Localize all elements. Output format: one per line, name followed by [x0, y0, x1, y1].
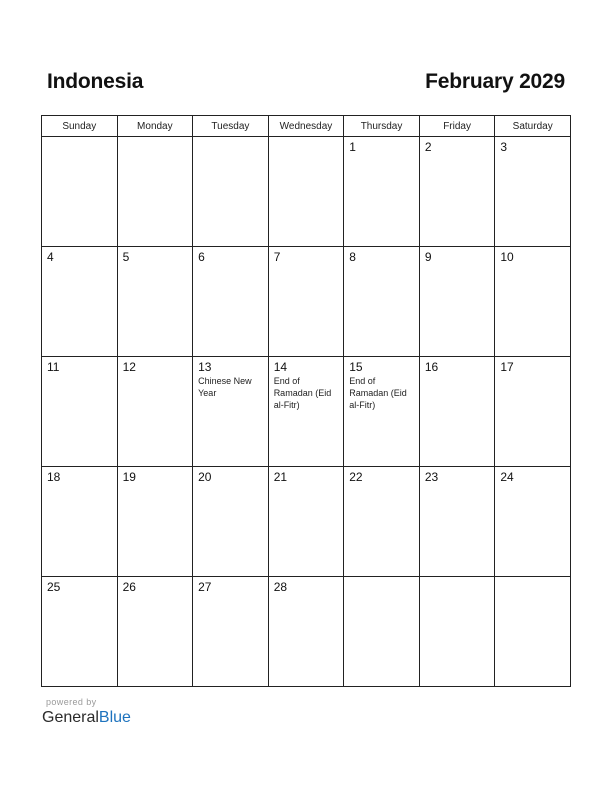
- day-cell: [42, 467, 118, 577]
- weekday-saturday: Saturday: [495, 116, 571, 137]
- generalblue-logo[interactable]: [42, 709, 131, 727]
- day-number: 26: [122, 580, 136, 594]
- day-cell: [344, 137, 420, 247]
- calendar-grid: [41, 115, 571, 687]
- day-number: 3: [500, 140, 508, 154]
- weekday-thursday: Thursday: [344, 116, 420, 137]
- holiday-label: End of Ramadan (Eid al-Fitr): [273, 376, 332, 410]
- day-number: 28: [273, 580, 288, 594]
- weekday-monday: Monday: [117, 116, 193, 137]
- day-cell: [495, 137, 571, 247]
- day-number: 23: [424, 470, 439, 484]
- day-number: 15: [349, 360, 363, 374]
- day-number: 25: [47, 580, 61, 594]
- weekday-wednesday: Wednesday: [268, 116, 344, 137]
- day-number: 20: [198, 470, 212, 484]
- day-number: 7: [273, 250, 281, 264]
- day-number: 8: [349, 250, 356, 264]
- day-number: 22: [349, 470, 363, 484]
- empty-day-cell: [495, 577, 571, 687]
- weekday-friday: Friday: [419, 116, 495, 137]
- day-number: 12: [122, 360, 136, 374]
- empty-day-cell: [268, 137, 344, 247]
- holiday-list: [274, 375, 340, 411]
- day-number: 18: [47, 470, 61, 484]
- day-cell: [42, 247, 118, 357]
- day-cell: [193, 467, 269, 577]
- day-cell: [344, 357, 420, 467]
- day-cell: [495, 467, 571, 577]
- day-cell: [268, 247, 344, 357]
- day-number: 10: [500, 250, 514, 264]
- day-cell: [268, 577, 344, 687]
- day-cell: [193, 357, 269, 467]
- empty-day-cell: [193, 137, 269, 247]
- week-row: [42, 467, 571, 577]
- day-number: 16: [424, 360, 439, 374]
- day-cell: [419, 137, 495, 247]
- week-row: [42, 247, 571, 357]
- day-number: 13: [198, 360, 212, 374]
- day-cell: [495, 247, 571, 357]
- day-cell: [42, 577, 118, 687]
- weekday-tuesday: Tuesday: [193, 116, 269, 137]
- week-row: [42, 137, 571, 247]
- day-cell: [495, 357, 571, 467]
- day-number: 19: [122, 470, 136, 484]
- day-cell: [117, 467, 193, 577]
- holiday-list: [349, 375, 415, 411]
- day-cell: [268, 467, 344, 577]
- holiday-label: End of Ramadan (Eid al-Fitr): [349, 376, 407, 410]
- day-number: 27: [198, 580, 212, 594]
- brand-blue-text: Blue: [98, 709, 131, 726]
- day-cell: [344, 247, 420, 357]
- day-cell: [419, 357, 495, 467]
- day-number: 21: [273, 470, 288, 484]
- weekday-header-row: [42, 116, 571, 137]
- holiday-list: [198, 375, 264, 399]
- day-cell: [419, 467, 495, 577]
- day-number: 11: [47, 360, 60, 374]
- day-number: 9: [424, 250, 432, 264]
- empty-day-cell: [42, 137, 118, 247]
- day-cell: [419, 247, 495, 357]
- day-cell: [193, 577, 269, 687]
- empty-day-cell: [419, 577, 495, 687]
- empty-day-cell: [344, 577, 420, 687]
- day-number: 5: [122, 250, 130, 264]
- brand-general-text: General: [42, 709, 99, 726]
- country-title: Indonesia: [47, 70, 144, 93]
- day-number: 14: [273, 360, 288, 374]
- empty-day-cell: [117, 137, 193, 247]
- weekday-sunday: Sunday: [42, 116, 118, 137]
- day-number: 4: [47, 250, 54, 264]
- day-number: 17: [500, 360, 514, 374]
- powered-by-label: powered by: [46, 697, 97, 707]
- day-cell: [117, 577, 193, 687]
- day-cell: [117, 357, 193, 467]
- day-number: 6: [198, 250, 205, 264]
- day-number: 24: [500, 470, 514, 484]
- holiday-label: Chinese New Year: [198, 376, 252, 398]
- week-row: [42, 577, 571, 687]
- day-cell: [117, 247, 193, 357]
- day-cell: [344, 467, 420, 577]
- day-number: 2: [424, 140, 432, 154]
- week-row: [42, 357, 571, 467]
- month-year-title: February 2029: [425, 70, 565, 93]
- day-cell: [42, 357, 118, 467]
- day-cell: [193, 247, 269, 357]
- day-number: 1: [349, 140, 356, 154]
- day-cell: [268, 357, 344, 467]
